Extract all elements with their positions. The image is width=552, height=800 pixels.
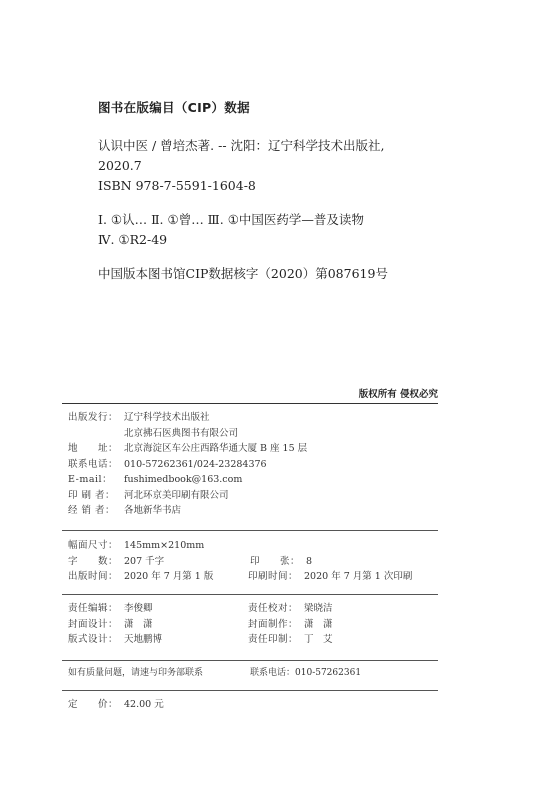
layout-design-label: 版式设计： — [68, 634, 119, 645]
price-label: 定 价： — [68, 699, 119, 710]
price-section — [68, 697, 164, 713]
quality-phone-value: 010-57262361 — [295, 668, 362, 678]
divider — [62, 660, 438, 661]
cip-classification-line2: Ⅳ. ①R2-49 — [98, 232, 168, 247]
spacer — [98, 250, 458, 264]
spacer — [98, 196, 458, 210]
quality-phone-field — [250, 666, 361, 682]
credits-section — [68, 601, 438, 648]
cip-block — [98, 98, 458, 284]
print-resp-field — [248, 632, 333, 648]
proof-value: 梁晓洁 — [304, 603, 333, 614]
divider — [62, 530, 438, 531]
quality-note: 如有质量问题，请速与印务部联系 — [68, 668, 204, 678]
editor-value: 李俊卿 — [124, 603, 153, 614]
layout-design-value: 天地鹏博 — [124, 634, 163, 645]
print-resp-value: 丁 艾 — [304, 634, 333, 645]
publisher-section — [68, 410, 307, 519]
rights-notice: 版权所有 侵权必究 — [358, 389, 438, 400]
quality-section — [68, 666, 438, 682]
price-value: 42.00 元 — [124, 699, 164, 710]
words-label: 字 数： — [68, 555, 119, 567]
seller-value: 各地新华书店 — [124, 505, 182, 516]
phone-label: 联系电话： — [68, 458, 119, 470]
cover-make-field — [248, 617, 333, 633]
publisher-name: 辽宁科学技术出版社 — [124, 412, 210, 423]
specs-section — [68, 538, 438, 585]
cip-isbn: ISBN 978-7-5591-1604-8 — [98, 178, 256, 193]
cover-design-label: 封面设计： — [68, 618, 119, 630]
cover-make-label: 封面制作： — [248, 618, 299, 630]
address-label: 地 址： — [68, 443, 119, 454]
sheets-field — [250, 554, 312, 570]
address-value: 北京海淀区车公庄西路华通大厦 B 座 15 层 — [124, 443, 308, 454]
size-label: 幅面尺寸： — [68, 540, 119, 551]
pubtime-label: 出版时间： — [68, 571, 119, 582]
sheets-label: 印 张： — [250, 555, 301, 567]
cip-record-number: 中国版本图书馆CIP数据核字（2020）第087619号 — [98, 266, 388, 281]
proof-label: 责任校对： — [248, 603, 299, 614]
cip-title: 图书在版编目（CIP）数据 — [98, 100, 250, 115]
divider — [62, 594, 438, 595]
phone-value: 010-57262361/024-23284376 — [124, 458, 267, 470]
cip-citation-line2: 2020.7 — [98, 158, 142, 173]
publisher-label: 出版发行： — [68, 412, 119, 423]
divider-top — [62, 403, 438, 404]
seller-label: 经 销 者： — [68, 505, 116, 516]
cip-citation-line1: 认识中医 / 曾培杰著. -- 沈阳：辽宁科学技术出版社, — [98, 138, 385, 153]
print-resp-label: 责任印制： — [248, 634, 299, 645]
co-publisher-name: 北京拂石医典图书有限公司 — [124, 427, 239, 439]
email-label: E-mail： — [68, 474, 113, 485]
pubtime-value: 2020 年 7 月第 1 版 — [124, 571, 214, 582]
words-value: 207 千字 — [124, 555, 165, 567]
printtime-field — [248, 569, 412, 585]
cip-classification-line1: Ⅰ. ①认… Ⅱ. ①曾… Ⅲ. ①中国医药学—普及读物 — [98, 212, 364, 227]
proof-field — [248, 601, 333, 617]
cover-make-value: 潇 潇 — [304, 618, 333, 630]
cover-design-value: 潇 潇 — [124, 618, 153, 630]
printtime-label: 印刷时间： — [248, 571, 299, 582]
printer-value: 河北环京美印刷有限公司 — [124, 489, 229, 501]
quality-phone-label: 联系电话： — [250, 668, 296, 678]
printtime-value: 2020 年 7 月第 1 次印刷 — [304, 571, 413, 582]
email-value: fushimedbook@163.com — [124, 474, 243, 485]
size-value: 145mm×210mm — [124, 540, 205, 551]
printer-label: 印 刷 者： — [68, 489, 116, 501]
sheets-value: 8 — [306, 555, 313, 567]
divider — [62, 690, 438, 691]
editor-label: 责任编辑： — [68, 603, 119, 614]
